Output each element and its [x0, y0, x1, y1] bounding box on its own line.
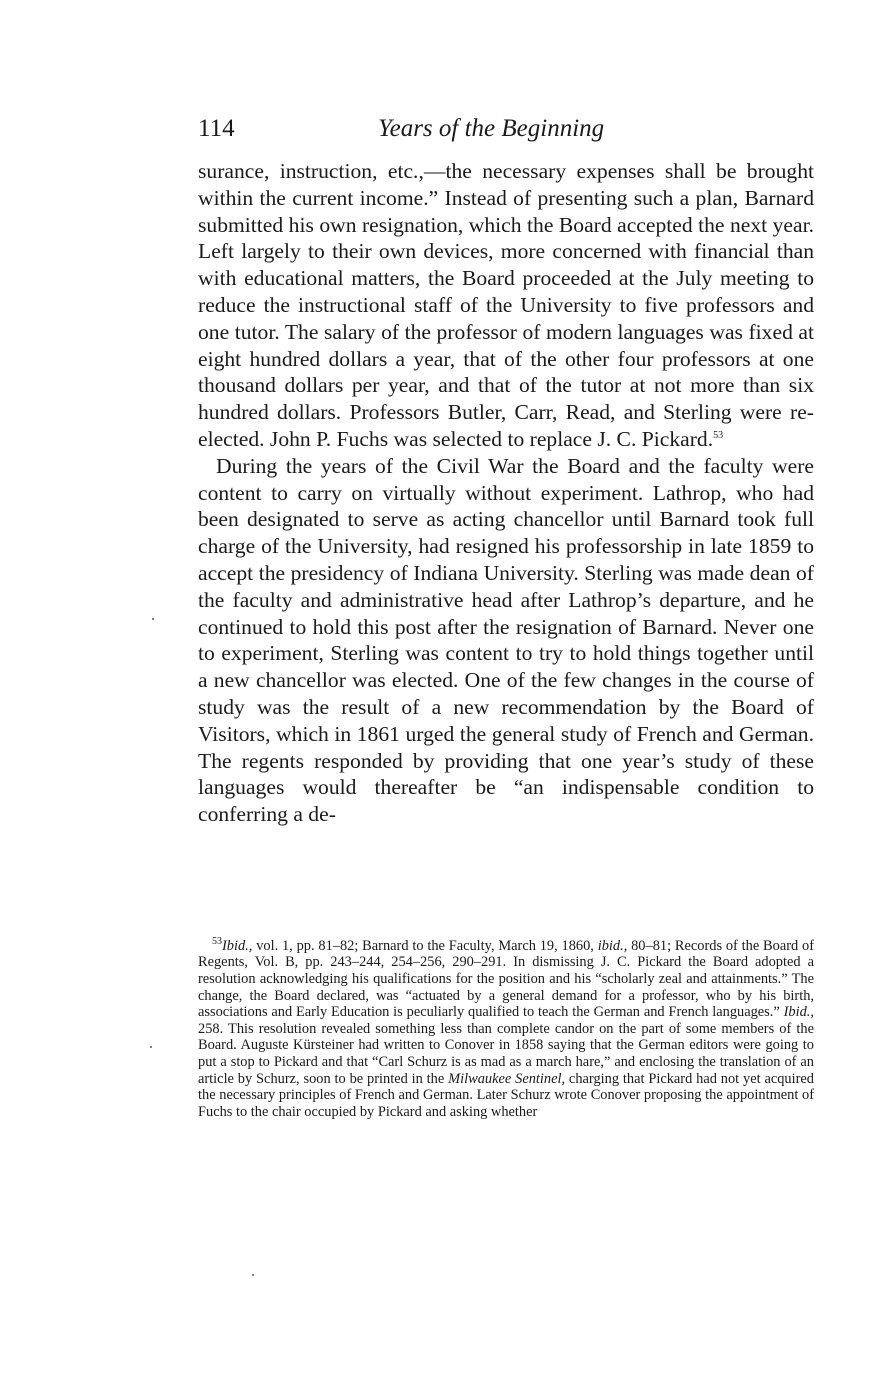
footnote-ibid-1: Ibid.,: [222, 937, 253, 954]
paragraph-2: [198, 453, 814, 828]
footnote-53: [198, 934, 814, 1120]
footnote-text-3: 258. This resolution revealed something less than complete candor on the part of some members of the Board. Auguste Kürsteiner had written to Conover in 1858 saying that the German editors were going to put a stop to Pickard and that “Carl Schurz is as mad as a march hare,” and enclosing the translation of an article by Schurz, soon to be printed in the: [198, 1020, 814, 1087]
footnote-ibid-2: ibid.,: [597, 937, 628, 954]
paragraph-1: [198, 158, 814, 453]
footnote-text-1: vol. 1, pp. 81–82; Barnard to the Faculty, March 19, 1860,: [252, 937, 598, 954]
footnote-text-4: charging that Pickard had not yet acquired the necessary principles of French and German. Later Schurz wrote Conover proposing the appointment of Fuchs to the chair occupied by Pickard and asking whether: [198, 1070, 814, 1120]
main-text: [198, 158, 814, 828]
footnote-reference[interactable]: 53: [713, 429, 724, 441]
footnote-section: [198, 934, 814, 1120]
scan-speck: [152, 618, 154, 620]
footnote-marker: 53: [212, 936, 222, 947]
paragraph-2-text: During the years of the Civil War the Board and the faculty were content to carry on virtually without experiment. Lathrop, who had been designated to serve as acting chancellor until Barnard took full charge of the University, had resigned his professorship in late 1859 to accept the presidency of Indiana University. Sterling was made dean of the faculty and administrative head after Lathrop’s departure, and he continued to hold this post after the resignation of Barnard. Never one to experiment, Sterling was content to try to hold things together until a new chancellor was elected. One of the few changes in the course of study was the result of a new recommendation by the Board of Visitors, which in 1861 urged the general study of French and German. The regents responded by providing that one year’s study of these languages would thereafter be “an indispensable condition to conferring a de-: [198, 453, 814, 827]
footnote-text-2: 80–81; Records of the Board of Regents, Vol. B, pp. 243–244, 254–256, 290–291. In dismissing J. C. Pickard the Board adopted a resolution acknowledging his qualifications for the position and his “scholarly zeal and attainments.” The change, the Board declared, was “actuated by a general demand for a professor, who by his birth, associations and Early Education is peculiarly qualified to teach the German and French languages.”: [198, 937, 814, 1021]
page-header: [198, 114, 814, 148]
scan-speck: [252, 1274, 254, 1276]
footnote-newspaper-title: Milwaukee Sentinel,: [448, 1070, 566, 1087]
page-number: 114: [198, 115, 235, 142]
scan-speck: [150, 1046, 152, 1048]
running-head: Years of the Beginning: [378, 115, 605, 142]
paragraph-1-text: surance, instruction, etc.,—the necessary expenses shall be brought within the current income.” Instead of presenting such a plan, Barnard submitted his own resignation, which the Board accepted the next year. Left largely to their own devices, more concerned with financial than with educational matters, the Board proceeded at the July meeting to reduce the instructional staff of the University to five professors and one tutor. The salary of the professor of modern languages was fixed at eight hundred dollars a year, that of the other four professors at one thousand dollars per year, and that of the tutor at not more than six hundred dollars. Professors Butler, Carr, Read, and Sterling were re-elected. John P. Fuchs was selected to replace J. C. Pickard.: [198, 159, 814, 451]
footnote-ibid-3: Ibid.,: [783, 1004, 814, 1021]
